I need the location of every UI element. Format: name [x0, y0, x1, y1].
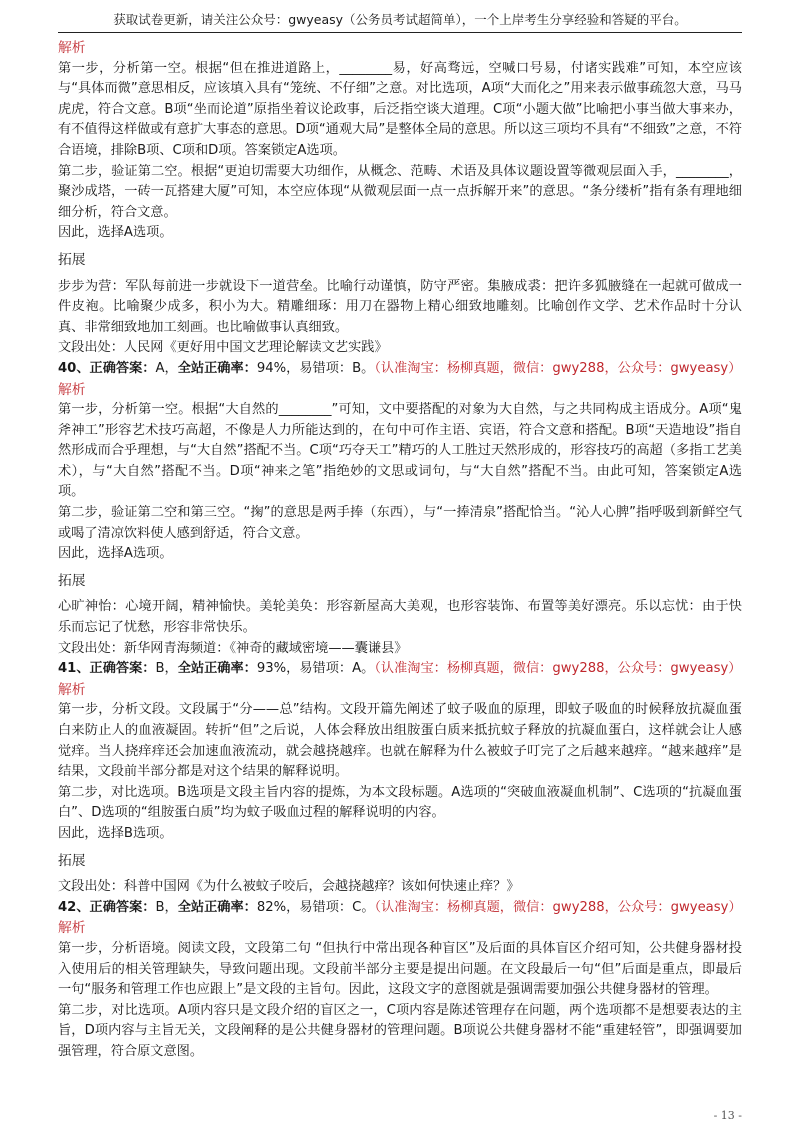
answer-label: 41、正确答案：	[58, 661, 156, 677]
answer-value: B，	[155, 661, 178, 677]
answer-value: B，	[155, 899, 178, 915]
extension-text: 步步为营：军队每前进一步就设下一道营垒。比喻行动谨慎，防守严密。集腋成裘：把许多狐腋缝在一起就可做成一件皮袍。比喻聚少成多，积小为大。精雕细琢：用刀在器物上精心细致地雕刻。比喻创作文学、艺术作品时十分认真、非常细致地加工刻画。也比喻做事认真细致。	[58, 278, 742, 335]
extension-label: 拓展	[58, 852, 86, 869]
conclusion: 因此，选择A选项。	[58, 225, 173, 241]
extension-text: 心旷神怡：心境开阔，精神愉快。美轮美奂：形容新屋高大美观，也形容装饰、布置等美好漂亮。乐以忘忧：由于快乐而忘记了忧愁，形容非常快乐。	[58, 599, 742, 636]
extension-label: 拓展	[58, 251, 86, 268]
analysis-label: 解析	[58, 681, 86, 698]
page-content	[58, 38, 742, 1063]
answer-line-41	[58, 659, 742, 680]
answer-line-40	[58, 359, 742, 380]
analysis-step-1: 第一步，分析文段。文段属于“分——总”结构。文段开篇先阐述了蚊子吸血的原理，即蚊子吸血的时候释放抗凝血蛋白来防止人的血液凝固。转折“但”之后说，人体会释放出组胺蛋白质来抵抗蚊子释放的抗凝血蛋白，这样就会让人感觉痒。当人挠痒痒还会加速血液流动，就会越挠越痒。也就在解释为什么被蚊子叮完了之后越来越痒。“越来越痒”是结果，文段前半部分都是对这个结果的解释说明。	[58, 702, 742, 780]
rate-label: 全站正确率：	[177, 899, 257, 915]
analysis-step-2: 第二步，对比选项。B选项是文段主旨内容的提炼，为本文段标题。A选项的“突破血液凝血机制”、C选项的“抗凝血蛋白”、D选项的“组胺蛋白质”均为蚊子吸血过程的解释说明的内容。	[58, 784, 742, 821]
conclusion: 因此，选择B选项。	[58, 825, 173, 841]
ad-text: （认准淘宝：杨柳真题，微信：gwy288，公众号：gwyeasy）	[374, 661, 742, 677]
analysis-step-2: 第二步，验证第二空。根据“更迫切需要大功细作，从概念、范畴、术语及具体议题设置等微观层面入手，________，聚沙成塔，一砖一瓦搭建大厦”可知，本空应体现“从微观层面一点一点拆解开来”的意思。“条分缕析”指有条有理地细细分析，符合文意。	[58, 163, 742, 220]
analysis-label: 解析	[58, 920, 86, 937]
conclusion: 因此，选择A选项。	[58, 546, 173, 562]
page-header: 获取试卷更新，请关注公众号：gwyeasy（公务员考试超简单），一个上岸考生分享经验和答疑的平台。	[58, 8, 742, 33]
analysis-step-1: 第一步，分析语境。阅读文段，文段第二句 “但执行中常出现各种盲区”及后面的具体盲区介绍可知，公共健身器材投入使用后的相关管理缺失，导致问题出现。文段前半部分主要是提出问题。在文段最后一句“但”后面是重点，即最后一句“服务和管理工作也应跟上”是文段的主旨句。因此，这段文字的意图就是强调需要加强公共健身器材的管理。	[58, 940, 742, 998]
answer-value: A，	[155, 360, 178, 376]
analysis-step-1: 第一步，分析第一空。根据“但在推进道路上，________易，好高骛远，空喊口号易，付诸实践难”可知，本空应该与“具体而微”意思相反，应该填入具有“笼统、不仔细”之意。对比选项，A项“大而化之”用来表示做事疏忽大意，马马虎虎，符合文意。B项“坐而论道”原指坐着议论政事，后泛指空谈大道理。C项“小题大做”比喻把小事当做大事来办，有不值得这样做或有意扩大事态的意思。D项“通观大局”是整体全局的意思。所以这三项均不具有“不细致”之意，不符合语境，排除B项、C项和D项。答案锁定A选项。	[58, 60, 742, 158]
source-text: 文段出处：人民网《更好用中国文艺理论解读文艺实践》	[58, 340, 388, 356]
rate-label: 全站正确率：	[177, 661, 257, 677]
analysis-label: 解析	[58, 40, 86, 56]
source-text: 文段出处：新华网青海频道：《神奇的藏域密境——囊谦县》	[58, 640, 408, 656]
page-number: - 13 -	[713, 1109, 742, 1122]
rate-value: 93%，易错项：A。	[256, 661, 375, 677]
answer-line-42	[58, 898, 742, 919]
rate-value: 82%，易错项：C。	[256, 899, 375, 915]
answer-label: 40、正确答案：	[58, 360, 156, 376]
rate-label: 全站正确率：	[177, 360, 257, 376]
ad-text: （认准淘宝：杨柳真题，微信：gwy288，公众号：gwyeasy）	[374, 899, 742, 915]
rate-value: 94%，易错项：B。	[256, 360, 375, 376]
analysis-label: 解析	[58, 381, 86, 398]
source-text: 文段出处：科普中国网《为什么被蚊子咬后，会越挠越痒？该如何快速止痒？》	[58, 879, 520, 895]
analysis-step-2: 第二步，对比选项。A项内容只是文段介绍的盲区之一，C项内容是陈述管理存在问题，两个选项都不是想要表达的主旨，D项内容与主旨无关，文段阐释的是公共健身器材的管理问题。B项说公共健身器材不能“重建轻管”，即强调要加强管理，符合原文意图。	[58, 1002, 742, 1059]
answer-label: 42、正确答案：	[58, 899, 156, 915]
analysis-step-1: 第一步，分析第一空。根据“大自然的________”可知，文中要搭配的对象为大自然，与之共同构成主语成分。A项“鬼斧神工”形容艺术技巧高超，不像是人力所能达到的，在句中可作主语、宾语，符合文意和搭配。B项“天造地设”指自然形成而合乎理想，与“大自然”搭配不当。C项“巧夺天工”精巧的人工胜过天然形成的，形容技巧的高超（多指工艺美术），与“大自然”搭配不当。D项“神来之笔”指绝妙的文思或词句，与“大自然”搭配不当。由此可知，答案锁定A选项。	[58, 402, 742, 500]
analysis-step-2: 第二步，验证第二空和第三空。“掬”的意思是两手捧（东西），与“一捧清泉”搭配恰当。“沁人心脾”指呼吸到新鲜空气或喝了清凉饮料使人感到舒适，符合文意。	[58, 505, 742, 541]
extension-label: 拓展	[58, 572, 86, 589]
ad-text: （认准淘宝：杨柳真题，微信：gwy288，公众号：gwyeasy）	[374, 360, 742, 376]
